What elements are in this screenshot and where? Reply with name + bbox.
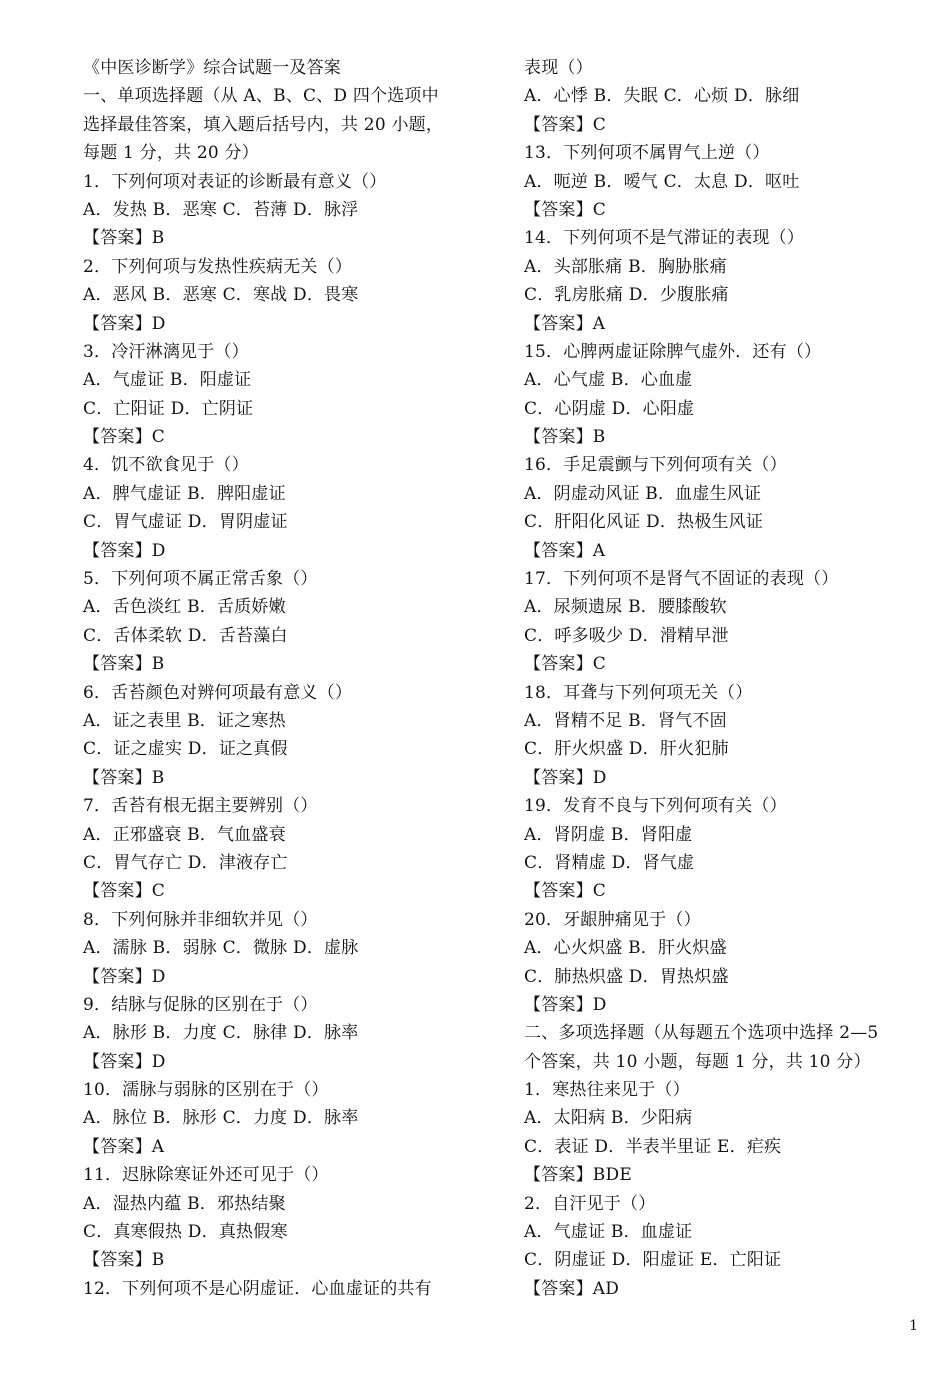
answer-line: 【答案】AD [524, 1278, 620, 1299]
options-line: A．头部胀痛 B．胸胁胀痛 [524, 256, 727, 277]
options-line: A．太阳病 B．少阳病 [524, 1108, 693, 1129]
options-line: C．肝阳化风证 D．热极生风证 [524, 512, 764, 533]
options-line: C．证之虚实 D．证之真假 [83, 739, 288, 760]
options-line: A．心悸 B．失眠 C．心烦 D．脉细 [524, 86, 800, 107]
question-line: 16．手足震颤与下列何项有关（） [524, 455, 787, 476]
options-line: A．脾气虚证 B．脾阳虚证 [83, 483, 286, 504]
options-line: A．发热 B．恶寒 C．苔薄 D．脉浮 [83, 199, 359, 220]
question-line: 20．牙龈肿痛见于（） [524, 909, 701, 930]
answer-line: 【答案】B [83, 654, 165, 675]
answer-line: 【答案】A [83, 1136, 165, 1157]
options-line: C．阴虚证 D．阳虚证 E．亡阳证 [524, 1250, 782, 1271]
question-line: 7．舌苔有根无据主要辨别（） [83, 796, 318, 817]
options-line: A．湿热内蕴 B．邪热结聚 [83, 1193, 286, 1214]
answer-line: 【答案】B [83, 228, 165, 249]
answer-line: 【答案】D [524, 994, 607, 1015]
section-heading: 二、多项选择题（从每题五个选项中选择 2—5 [524, 1023, 879, 1044]
answer-line: 【答案】D [83, 966, 166, 987]
section-heading: 一、单项选择题（从 A、B、C、D 四个选项中 [83, 86, 439, 107]
options-line: A．脉形 B．力度 C．脉律 D．脉率 [83, 1023, 359, 1044]
answer-line: 【答案】B [83, 1250, 165, 1271]
options-line: C．肺热炽盛 D．胃热炽盛 [524, 966, 729, 987]
options-line: A．肾精不足 B．肾气不固 [524, 710, 727, 731]
question-line: 5．下列何项不属正常舌象（） [83, 569, 318, 590]
options-line: A．心火炽盛 B．肝火炽盛 [524, 938, 727, 959]
text-line: 个答案，共 10 小题，每题 1 分，共 10 分） [524, 1051, 871, 1072]
options-line: A．证之表里 B．证之寒热 [83, 710, 286, 731]
options-line: A．恶风 B．恶寒 C．寒战 D．畏寒 [83, 285, 359, 306]
question-line: 8．下列何脉并非细软并见（） [83, 909, 318, 930]
question-line: 3．冷汗淋漓见于（） [83, 341, 249, 362]
answer-line: 【答案】C [524, 199, 607, 220]
answer-line: 【答案】C [83, 427, 166, 448]
question-line: 15．心脾两虚证除脾气虚外．还有（） [524, 341, 822, 362]
options-line: A．正邪盛衰 B．气血盛衰 [83, 824, 286, 845]
document-title: 《中医诊断学》综合试题一及答案 [83, 58, 341, 78]
options-line: A．气虚证 B．阳虚证 [83, 370, 252, 391]
options-line: A．气虚证 B．血虚证 [524, 1222, 693, 1243]
options-line: C．呼多吸少 D．滑精早泄 [524, 625, 729, 646]
options-line: C．舌体柔软 D．舌苔藻白 [83, 625, 288, 646]
options-line: C．肝火炽盛 D．肝火犯肺 [524, 739, 729, 760]
question-line: 1．下列何项对表证的诊断最有意义（） [83, 171, 387, 192]
answer-line: 【答案】C [524, 881, 607, 902]
answer-line: 【答案】D [524, 767, 607, 788]
answer-line: 【答案】A [524, 540, 606, 561]
options-line: C．胃气存亡 D．津液存亡 [83, 852, 288, 873]
question-line: 14．下列何项不是气滞证的表现（） [524, 228, 805, 249]
answer-line: 【答案】BDE [524, 1165, 632, 1186]
answer-line: 【答案】D [83, 313, 166, 334]
question-line: 12．下列何项不是心阴虚证．心血虚证的共有 [83, 1278, 432, 1299]
options-line: C．表证 D．半表半里证 E．疟疾 [524, 1136, 782, 1157]
question-line: 19．发育不良与下列何项有关（） [524, 796, 787, 817]
answer-line: 【答案】C [83, 881, 166, 902]
question-line: 18．耳聋与下列何项无关（） [524, 682, 753, 703]
options-line: A．脉位 B．脉形 C．力度 D．脉率 [83, 1108, 359, 1129]
question-line: 4．饥不欲食见于（） [83, 455, 249, 476]
text-line: 每题 1 分，共 20 分） [83, 143, 259, 164]
options-line: A．濡脉 B．弱脉 C．微脉 D．虚脉 [83, 938, 359, 959]
question-line: 13．下列何项不属胃气上逆（） [524, 143, 770, 164]
options-line: C．真寒假热 D．真热假寒 [83, 1222, 288, 1243]
left-text-column [83, 54, 483, 1303]
question-line: 10．濡脉与弱脉的区别在于（） [83, 1080, 329, 1101]
text-line: 表现（） [524, 58, 593, 78]
options-line: A．呃逆 B．嗳气 C．太息 D．呕吐 [524, 171, 800, 192]
question-line: 6．舌苔颜色对辨何项最有意义（） [83, 682, 353, 703]
options-line: C．胃气虚证 D．胃阴虚证 [83, 512, 288, 533]
text-line: 选择最佳答案，填入题后括号内，共 20 小题， [83, 114, 444, 135]
question-line: 1．寒热往来见于（） [524, 1080, 690, 1101]
question-line: 17．下列何项不是肾气不固证的表现（） [524, 569, 839, 590]
answer-line: 【答案】D [83, 1051, 166, 1072]
answer-line: 【答案】B [83, 767, 165, 788]
question-line: 2．自汗见于（） [524, 1193, 656, 1214]
right-text-column [524, 54, 934, 1303]
options-line: A．心气虚 B．心血虚 [524, 370, 693, 391]
options-line: A．舌色淡红 B．舌质娇嫩 [83, 597, 286, 618]
answer-line: 【答案】A [524, 313, 606, 334]
question-line: 9．结脉与促脉的区别在于（） [83, 994, 318, 1015]
options-line: C．肾精虚 D．肾气虚 [524, 852, 695, 873]
answer-line: 【答案】C [524, 654, 607, 675]
options-line: C．亡阳证 D．亡阴证 [83, 398, 254, 419]
answer-line: 【答案】D [83, 540, 166, 561]
page-number: 1 [909, 1318, 918, 1334]
question-line: 2．下列何项与发热性疾病无关（） [83, 256, 353, 277]
options-line: A．阴虚动风证 B．血虚生风证 [524, 483, 762, 504]
answer-line: 【答案】B [524, 427, 606, 448]
answer-line: 【答案】C [524, 114, 607, 135]
options-line: A．尿频遗尿 B．腰膝酸软 [524, 597, 727, 618]
options-line: A．肾阴虚 B．肾阳虚 [524, 824, 693, 845]
options-line: C．乳房胀痛 D．少腹胀痛 [524, 285, 729, 306]
options-line: C．心阴虚 D．心阳虚 [524, 398, 695, 419]
question-line: 11．迟脉除寒证外还可见于（） [83, 1165, 329, 1186]
